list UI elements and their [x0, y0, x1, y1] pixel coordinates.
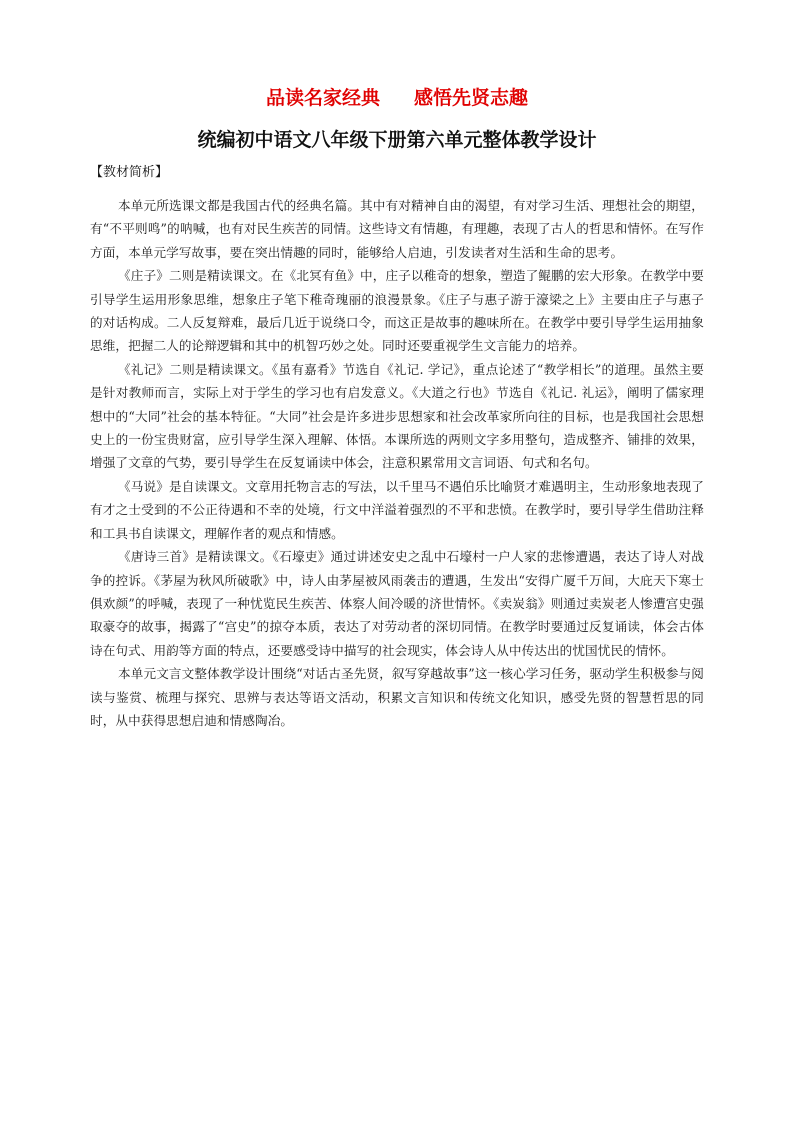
paragraph-mashuo: 《马说》是自读课文。文章用托物言志的写法，以千里马不遇伯乐比喻贤才难遇明主，生动形象地表现了有才之士受到的不公正待遇和不幸的处境，行文中洋溢着强烈的不平和悲愤。在教学时，要引导学生借助注释和工具书自读课文，理解作者的观点和情感。: [90, 478, 704, 541]
section-heading: 【教材简析】: [90, 165, 169, 180]
title-right-phrase: 感悟先贤志趣: [414, 87, 529, 109]
paragraph-intro: 本单元所选课文都是我国古代的经典名篇。其中有对精神自由的渴望，有对学习生活、理想社会的期望，有“不平则鸣”的呐喊，也有对民生疾苦的同情。这些诗文有情趣，有理趣，表现了古人的哲思和情怀。在写作方面，本单元学写故事，要在突出情趣的同时，能够给人启迪，引发读者对生活和生命的思考。: [90, 198, 704, 260]
title-left-phrase: 品读名家经典: [265, 87, 380, 109]
paragraph-tang-poems: 《唐诗三首》是精读课文。《石壕吏》通过讲述安史之乱中石壕村一户人家的悲惨遭遇，表达了诗人对战争的控诉。《茅屋为秋风所破歌》中，诗人由茅屋被风雨袭击的遭遇，生发出“安得广厦千万间，大庇天下寒士俱欢颜”的呼喊，表现了一种忧览民生疾苦、体察人间冷暖的济世情怀。《卖炭翁》则通过卖炭老人惨遭宫史强取豪夺的故事，揭露了“宫史”的掠夺本质，表达了对劳动者的深切同情。在教学时要通过反复诵读，体会古体诗在句式、用韵等方面的特点，还要感受诗中描写的社会现实，体会诗人从中传达出的忧国忧民的情怀。: [90, 549, 704, 658]
body-text: [90, 194, 704, 732]
paragraph-zhuangzi: 《庄子》二则是精读课文。在《北冥有鱼》中，庄子以稚奇的想象，塑造了鲲鹏的宏大形象。在教学中要引导学生运用形象思维，想象庄子笔下稚奇瑰丽的浪漫景象。《庄子与惠子游于濠梁之上》主要由庄子与惠子的对话构成。二人反复辩难，最后几近于说绕口令，而这正是故事的趣味所在。在教学中要引导学生运用抽象思维，把握二人的论辩逻辑和其中的机智巧妙之处。同时还要重视学生文言能力的培养。: [90, 268, 704, 354]
document-title: [0, 85, 794, 111]
document-subtitle: 统编初中语文八年级下册第六单元整体教学设计: [197, 129, 597, 151]
paragraph-liji: 《礼记》二则是精读课文。《虽有嘉肴》节选自《礼记. 学记》，重点论述了“教学相长”的道理。虽然主要是针对教师而言，实际上对于学生的学习也有启发意义。《大道之行也》节选自《礼记. 礼运》，阐明了儒家理想中的“大同”社会的基本特征。“大同”社会是许多进步思想家和社会改革家所向往的目标，也是我国社会思想史上的一份宝贵财富，应引导学生深入理解、体悟。本课所选的两则文字多用整句，造成整齐、铺排的效果，增强了文章的气势，要引导学生在反复诵读中体会，注意积累常用文言词语、句式和名句。: [90, 361, 704, 471]
paragraph-unit-design: 本单元文言文整体教学设计围绕“对话古圣先贤，叙写穿越故事”这一核心学习任务，驱动学生积极参与阅读与鉴赏、梳理与探究、思辨与表达等语文活动，积累文言知识和传统文化知识，感受先贤的智慧哲思的同时，从中获得思想启迪和情感陶冶。: [90, 666, 704, 728]
